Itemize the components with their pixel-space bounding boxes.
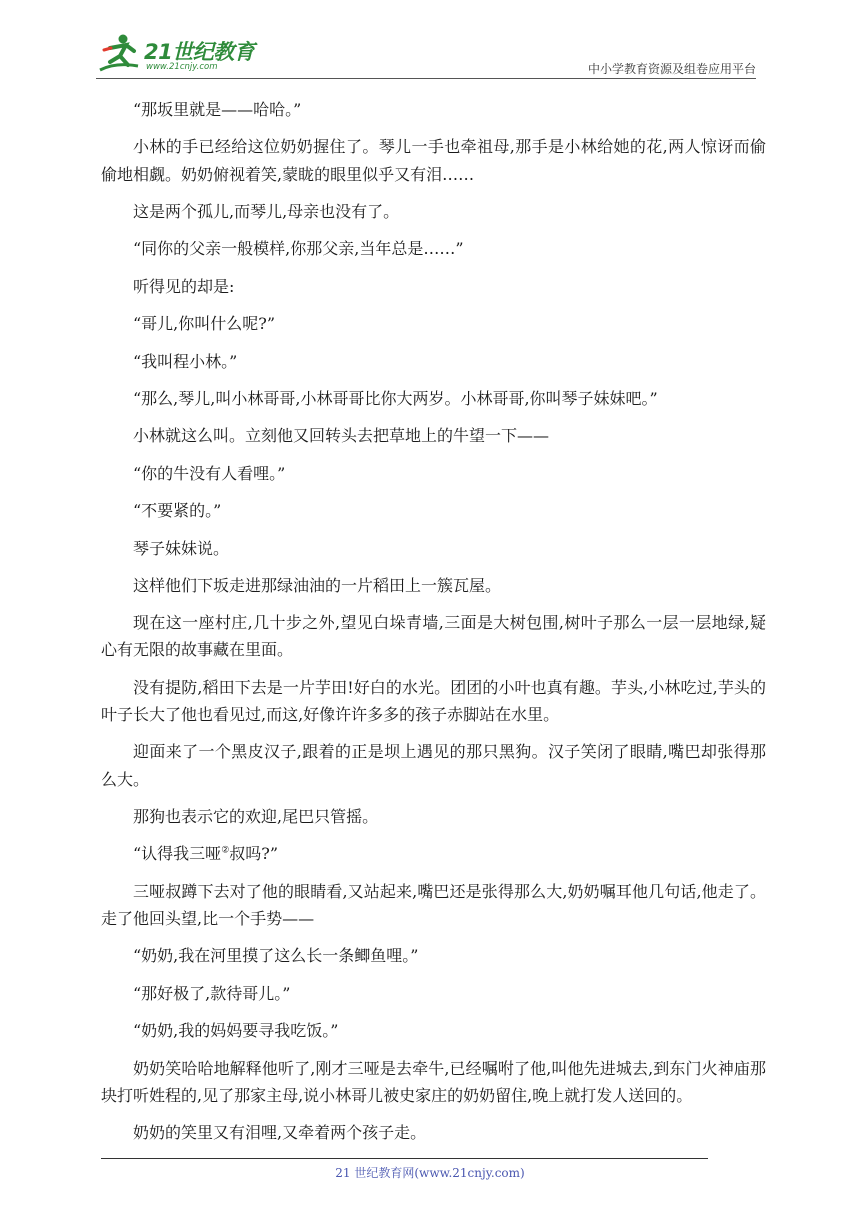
paragraph: “那坂里就是——哈哈。”: [133, 100, 302, 119]
logo-text: 21世纪教育: [144, 40, 255, 64]
paragraph: 这是两个孤儿,而琴儿,母亲也没有了。: [133, 201, 400, 221]
runner-logo-icon: [96, 32, 142, 76]
paragraph: “那么,琴儿,叫小林哥哥,小林哥哥比你大两岁。小林哥哥,你叫琴子妹妹吧。”: [133, 388, 658, 408]
paragraph: 小林就这么叫。立刻他又回转头去把草地上的牛望一下——: [133, 426, 550, 446]
paragraph: 听得见的却是:: [133, 276, 235, 296]
paragraph: “那好极了,款待哥儿。”: [133, 983, 291, 1003]
logo-url: www.21cnjy.com: [146, 62, 218, 72]
footer-divider: [101, 1158, 708, 1159]
article-body: [101, 96, 766, 1157]
text-segment: 叔吗?”: [229, 844, 279, 864]
paragraph: 琴子妹妹说。: [133, 538, 230, 558]
paragraph: 这样他们下坂走进那绿油油的一片稻田上一簇瓦屋。: [133, 575, 502, 595]
paragraph: 那狗也表示它的欢迎,尾巴只管摇。: [133, 807, 379, 827]
page-header: [96, 28, 756, 80]
paragraph: 迎面来了一个黑皮汉子,跟着的正是坝上遇见的那只黑狗。汉子笑闭了眼睛,嘴巴却张得那么大。: [101, 742, 766, 789]
paragraph: 奶奶的笑里又有泪哩,又牵着两个孩子走。: [133, 1123, 427, 1143]
header-tagline: 中小学教育资源及组卷应用平台: [587, 62, 756, 76]
paragraph: “奶奶,我在河里摸了这么长一条鲫鱼哩。”: [133, 946, 419, 966]
paragraph: 三哑叔蹲下去对了他的眼睛看,又站起来,嘴巴还是张得那么大,奶奶嘱耳他几句话,他走了。走了他回头望,比一个手势——: [101, 881, 766, 929]
paragraph: “你的牛没有人看哩。”: [133, 463, 286, 483]
page-footer[interactable]: 21 世纪教育网(www.21cnjy.com): [335, 1166, 525, 1180]
paragraph: 小林的手已经给这位奶奶握住了。琴儿一手也牵祖母,那手是小林给她的花,两人惊讶而偷偷地相觑。奶奶俯视着笑,蒙眬的眼里似乎又有泪……: [101, 137, 766, 184]
footnote-marker[interactable]: ②: [221, 846, 230, 857]
header-divider: [96, 78, 756, 79]
paragraph: 现在这一座村庄,几十步之外,望见白垛青墙,三面是大树包围,树叶子那么一层一层地绿,疑心有无限的故事藏在里面。: [101, 613, 766, 660]
paragraph: “同你的父亲一般模样,你那父亲,当年总是……”: [133, 239, 464, 259]
paragraph: “不要紧的。”: [133, 501, 222, 521]
paragraph: “奶奶,我的妈妈要寻我吃饭。”: [133, 1021, 339, 1041]
paragraph: 没有提防,稻田下去是一片芋田!好白的水光。团团的小叶也真有趣。芋头,小林吃过,芋头的叶子长大了他也看见过,而这,好像许许多多的孩子赤脚站在水里。: [101, 677, 766, 725]
text-segment: “认得我三哑: [133, 844, 222, 864]
paragraph-with-footnote: [101, 840, 766, 867]
paragraph: “我叫程小林。”: [133, 351, 238, 371]
site-logo[interactable]: [96, 32, 266, 76]
paragraph: 奶奶笑哈哈地解释他听了,刚才三哑是去牵牛,已经嘱咐了他,叫他先进城去,到东门火神庙那块打听姓程的,见了那家主母,说小林哥儿被史家庄的奶奶留住,晚上就打发人送回的。: [101, 1058, 766, 1105]
paragraph: “哥儿,你叫什么呢?”: [133, 314, 276, 334]
